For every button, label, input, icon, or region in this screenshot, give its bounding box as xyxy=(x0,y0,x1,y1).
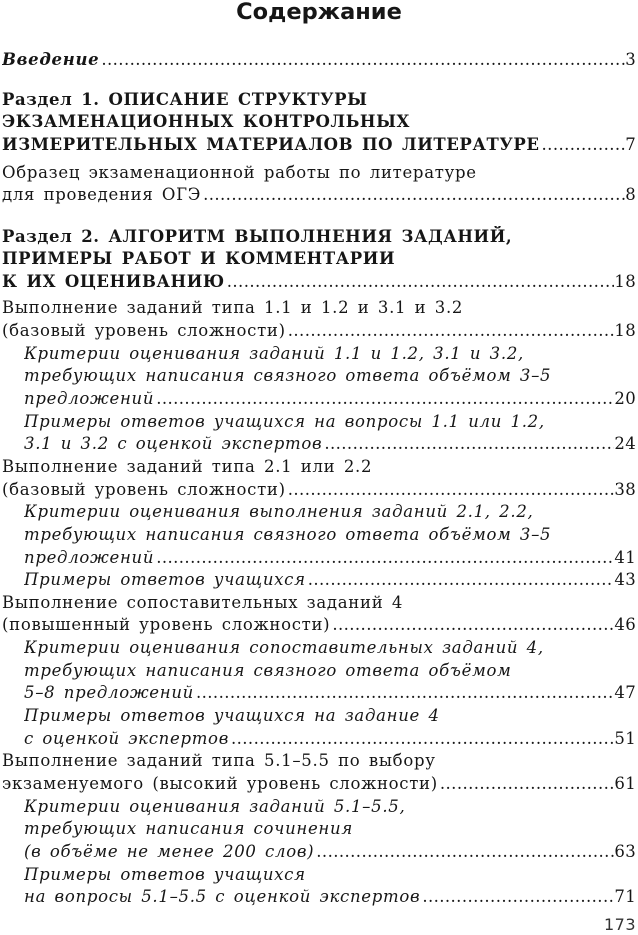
toc-line xyxy=(2,271,636,294)
toc-line xyxy=(2,614,636,637)
toc-line xyxy=(2,89,636,112)
toc-entry-text: Выполнение сопоставительных заданий 4 xyxy=(2,592,404,612)
toc-page-number: 18 xyxy=(614,321,636,341)
toc-line xyxy=(24,547,636,570)
toc-line xyxy=(24,886,636,909)
dot-leader xyxy=(540,134,626,157)
toc-page-number: 41 xyxy=(614,547,636,567)
toc-entry-task-4 xyxy=(2,592,636,637)
dot-leader xyxy=(154,547,614,570)
toc-entry-text: ЭКЗАМЕНАЦИОННЫХ КОНТРОЛЬНЫХ xyxy=(2,112,410,132)
toc-entry-text: для проведения ОГЭ xyxy=(2,185,202,205)
toc-line xyxy=(2,592,636,615)
dot-leader xyxy=(322,433,614,456)
toc-page-number: 3 xyxy=(625,49,636,69)
toc-line xyxy=(2,297,636,320)
toc-entry-text: Критерии оценивания заданий 1.1 и 1.2, 3.1 и 3.2, xyxy=(24,343,524,363)
toc-entry-text: требующих написания связного ответа объёмом xyxy=(24,660,512,680)
toc-line xyxy=(2,184,636,207)
toc-entry-tasks-1-3 xyxy=(2,297,636,342)
toc-entry-examples-2 xyxy=(2,569,636,592)
toc-page-number: 38 xyxy=(614,479,636,499)
toc-entry-text: требующих написания связного ответа объёмом 3–5 xyxy=(24,524,552,544)
toc-line xyxy=(24,433,636,456)
toc-entry-tasks-2 xyxy=(2,456,636,501)
toc-entry-text: Примеры ответов учащихся на вопросы 1.1 или 1.2, xyxy=(24,411,545,431)
toc-entry-tasks-5 xyxy=(2,750,636,795)
toc-line xyxy=(24,682,636,705)
toc-entry-text: Раздел 1. ОПИСАНИЕ СТРУКТУРЫ xyxy=(2,89,368,109)
toc-entry-text: Примеры ответов учащихся xyxy=(24,864,306,884)
toc-line xyxy=(24,728,636,751)
dot-leader xyxy=(99,49,625,72)
toc-entry-text: ПРИМЕРЫ РАБОТ И КОММЕНТАРИИ xyxy=(2,249,396,269)
dot-leader xyxy=(306,569,615,592)
dot-leader xyxy=(286,479,615,502)
toc-line xyxy=(24,388,636,411)
dot-leader xyxy=(154,388,614,411)
toc-entry-text: Выполнение заданий типа 2.1 или 2.2 xyxy=(2,456,373,476)
toc-entry-examples-4 xyxy=(2,705,636,750)
toc-line xyxy=(2,111,636,134)
toc-line xyxy=(24,365,636,388)
toc-line xyxy=(2,49,636,72)
toc-line xyxy=(24,796,636,819)
toc-entry-text: Выполнение заданий типа 5.1–5.5 по выбору xyxy=(2,751,436,771)
toc-line xyxy=(2,226,636,249)
toc-line xyxy=(2,134,636,157)
toc-line xyxy=(2,320,636,343)
toc-line xyxy=(24,569,636,592)
dot-leader xyxy=(229,728,614,751)
toc-entry-criteria-2 xyxy=(2,501,636,569)
toc-line xyxy=(2,479,636,502)
toc-page-number: 43 xyxy=(614,570,636,590)
dot-leader xyxy=(420,886,614,909)
dot-leader xyxy=(194,682,614,705)
toc-entry-text: Критерии оценивания заданий 5.1–5.5, xyxy=(24,796,406,816)
toc-page-number: 47 xyxy=(614,683,636,703)
page-title: Содержание xyxy=(236,0,402,25)
toc-entry-text: Примеры ответов учащихся xyxy=(24,570,306,590)
toc-line xyxy=(24,343,636,366)
toc-page-number: 71 xyxy=(614,887,636,907)
toc-entry-text: (базовый уровень сложности) xyxy=(2,321,286,341)
toc-entry-text: (в объёме не менее 200 слов) xyxy=(24,841,315,861)
toc-entry-text: ИЗМЕРИТЕЛЬНЫХ МАТЕРИАЛОВ ПО ЛИТЕРАТУРЕ xyxy=(2,134,540,154)
toc-line xyxy=(24,864,636,887)
toc-line xyxy=(2,162,636,185)
toc-entry-text: 3.1 и 3.2 с оценкой экспертов xyxy=(24,434,323,454)
toc-entry-criteria-5 xyxy=(2,796,636,864)
toc-entry-examples-5 xyxy=(2,864,636,909)
toc-entry-text: Введение xyxy=(2,49,100,69)
toc-entry-text: (базовый уровень сложности) xyxy=(2,479,286,499)
dot-leader xyxy=(330,614,614,637)
toc-page-number: 61 xyxy=(614,773,636,793)
toc-line xyxy=(2,750,636,773)
toc-entry-text: Примеры ответов учащихся на задание 4 xyxy=(24,706,440,726)
toc-entry-text: с оценкой экспертов xyxy=(24,728,229,748)
toc-page-number: 63 xyxy=(614,841,636,861)
dot-leader xyxy=(225,271,615,294)
dot-leader xyxy=(286,320,615,343)
toc-entry-text: Критерии оценивания выполнения заданий 2.1, 2.2, xyxy=(24,502,534,522)
toc-page-number: 8 xyxy=(625,185,636,205)
toc-entry-examples-1-3 xyxy=(2,411,636,456)
toc-entry-text: Образец экзаменационной работы по литературе xyxy=(2,162,477,182)
dot-leader xyxy=(438,773,615,796)
dot-leader xyxy=(201,184,625,207)
toc-entry-criteria-1-3 xyxy=(2,343,636,411)
toc-line xyxy=(24,841,636,864)
toc-line xyxy=(24,501,636,524)
page-number: 173 xyxy=(603,915,636,934)
toc-entry-text: требующих написания сочинения xyxy=(24,819,353,839)
toc-line xyxy=(2,773,636,796)
toc-entry-text: Выполнение заданий типа 1.1 и 1.2 и 3.1 и 3.2 xyxy=(2,298,464,318)
table-of-contents xyxy=(2,49,636,909)
toc-line xyxy=(24,637,636,660)
toc-entry-introduction xyxy=(2,49,636,72)
toc-entry-text: предложений xyxy=(24,547,155,567)
toc-entry-criteria-4 xyxy=(2,637,636,705)
toc-page-number: 20 xyxy=(614,389,636,409)
toc-line xyxy=(2,248,636,271)
toc-line xyxy=(24,705,636,728)
toc-entry-text: предложений xyxy=(24,389,155,409)
toc-entry-text: К ИХ ОЦЕНИВАНИЮ xyxy=(2,271,225,291)
toc-line xyxy=(2,456,636,479)
toc-entry-text: Критерии оценивания сопоставительных заданий 4, xyxy=(24,638,544,658)
toc-page-number: 18 xyxy=(614,271,636,291)
toc-page-number: 24 xyxy=(614,434,636,454)
toc-entry-section-2 xyxy=(2,226,636,294)
toc-line xyxy=(24,411,636,434)
toc-line xyxy=(24,818,636,841)
toc-line xyxy=(24,660,636,683)
toc-entry-text: 5–8 предложений xyxy=(24,683,194,703)
toc-entry-section-1 xyxy=(2,89,636,157)
toc-page-number: 51 xyxy=(614,728,636,748)
toc-page-number: 7 xyxy=(625,134,636,154)
toc-entry-sample-exam xyxy=(2,162,636,207)
toc-entry-text: Раздел 2. АЛГОРИТМ ВЫПОЛНЕНИЯ ЗАДАНИЙ, xyxy=(2,226,513,246)
toc-entry-text: экзаменуемого (высокий уровень сложности) xyxy=(2,773,438,793)
toc-entry-text: (повышенный уровень сложности) xyxy=(2,615,331,635)
toc-entry-text: на вопросы 5.1–5.5 с оценкой экспертов xyxy=(24,887,421,907)
dot-leader xyxy=(314,841,614,864)
toc-entry-text: требующих написания связного ответа объёмом 3–5 xyxy=(24,366,552,386)
toc-line xyxy=(24,524,636,547)
toc-page-number: 46 xyxy=(614,615,636,635)
